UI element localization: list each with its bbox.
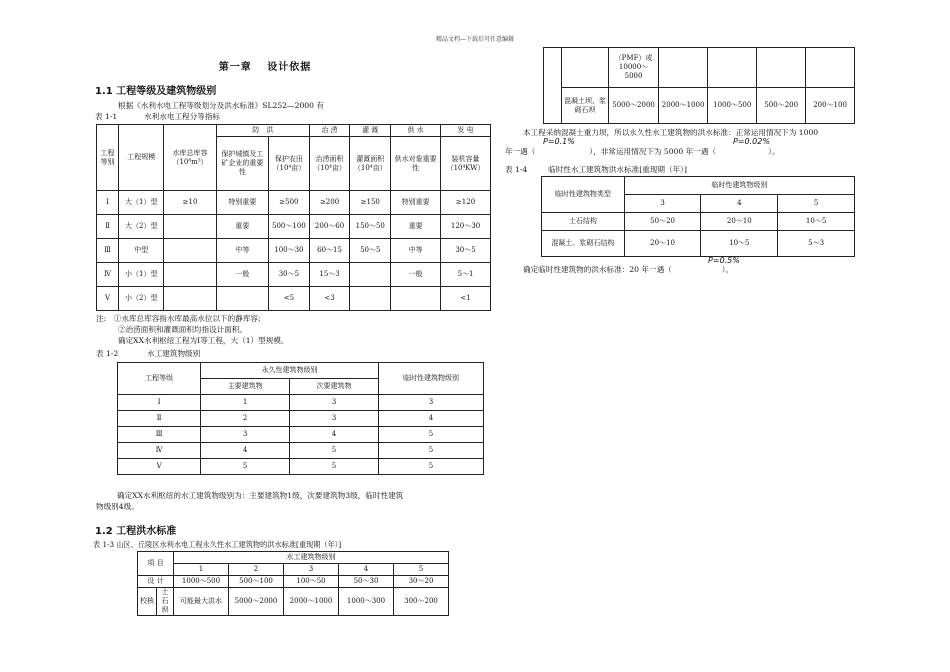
- t1-header-irr-area: 灌溉面积（10⁴亩）: [350, 137, 391, 191]
- cell: [350, 287, 391, 311]
- cell: 中型: [119, 239, 164, 263]
- t3-header-item: 项 目: [138, 552, 174, 576]
- cell: [164, 239, 216, 263]
- cell: Ⅱ: [97, 215, 119, 239]
- cell: Ⅳ: [118, 443, 201, 459]
- table-row: [138, 588, 449, 616]
- cell: 3: [378, 395, 483, 411]
- cell: [164, 287, 216, 311]
- table-row: [542, 213, 855, 231]
- cell: 500～200: [757, 88, 806, 124]
- cell: 20～10: [624, 231, 701, 257]
- t1-header-irrigation: 灌 溉: [350, 125, 391, 137]
- cell: 2000～1000: [659, 88, 708, 124]
- section-1-1-title: 1.1 工程等级及建筑物级别: [95, 86, 217, 97]
- level-cell: 4: [339, 564, 394, 576]
- cell: 60～15: [309, 239, 350, 263]
- cell: 3: [290, 395, 379, 411]
- cell: 3: [290, 411, 379, 427]
- cell: 30～5: [441, 239, 491, 263]
- cell: Ⅱ: [118, 411, 201, 427]
- cell: Ⅲ: [97, 239, 119, 263]
- cell: 5: [378, 427, 483, 443]
- right-paragraph-1: 本工程采纳混凝土重力坝，所以永久性水工建筑物的洪水标准：正常运用情况下为 1000: [523, 128, 819, 137]
- t1-header-flood: 防 洪: [216, 125, 309, 137]
- level-cell: 4: [701, 195, 778, 213]
- cell: 30～5: [269, 263, 310, 287]
- cell: 5～3: [778, 231, 855, 257]
- cell: 100～50: [284, 576, 339, 588]
- table-1-3-continued: [543, 47, 855, 124]
- t1-header-water-object: 供水对象重要性: [391, 137, 441, 191]
- cell: 5: [378, 443, 483, 459]
- cell: [806, 48, 855, 88]
- cell: 4: [378, 411, 483, 427]
- table-1-1: [96, 124, 491, 311]
- cell: 土石坝: [157, 588, 174, 616]
- note-1: 注: ①水库总库容指水库最高水位以下的静库容;: [96, 314, 261, 323]
- cell: [757, 48, 806, 88]
- right-paragraph-2: [523, 264, 733, 275]
- caption-text: 水利水电工程分等指标: [144, 112, 221, 121]
- cell: 5000～2000: [609, 88, 659, 124]
- header-note: 精品文档---下载后可任意编辑: [435, 36, 515, 43]
- table-1-4: [541, 176, 855, 257]
- section-1-2-title: 1.2 工程洪水标准: [95, 526, 177, 537]
- cell: 30～20: [394, 576, 449, 588]
- level-cell: 3: [624, 195, 701, 213]
- cell: 可能最大洪水: [174, 588, 229, 616]
- table-row: [97, 287, 491, 311]
- cell: 150～50: [350, 215, 391, 239]
- cell: [544, 48, 562, 124]
- table-row: [118, 395, 484, 411]
- cell: （PMF）或10000～5000: [609, 48, 659, 88]
- text-span: 年一遇（: [505, 147, 536, 156]
- t1-header-grade: 工程等别: [97, 125, 119, 191]
- cell: Ⅳ: [97, 263, 119, 287]
- cell: ≥500: [269, 191, 310, 215]
- table-row: [542, 231, 855, 257]
- level-cell: 5: [778, 195, 855, 213]
- t2-conclusion-line1: 确定XX水利枢纽的水工建筑物级别为：主要建筑物1级，次要建筑物3级，临时性建筑: [117, 491, 404, 500]
- cell: 200～60: [309, 215, 350, 239]
- cell: 5: [290, 443, 379, 459]
- table-1-3-caption: 表 1-3 山区、丘陵区水利水电工程永久性水工建筑物的洪水标准[重现期（年）]: [93, 540, 342, 549]
- t1-header-drain: 治 涝: [309, 125, 350, 137]
- cell: 1000～500: [708, 88, 757, 124]
- note-conclusion: 确定XX水利枢纽工程为Ⅰ等工程，大（1）型规模。: [118, 336, 289, 345]
- cell: 500～100: [269, 215, 310, 239]
- cell: 5: [201, 459, 290, 475]
- t2-header-permanent: 永久性建筑物级别: [201, 363, 379, 379]
- t2-header-temporary: 临时性建筑物级别: [378, 363, 483, 395]
- t1-header-flood-farm: 保护农田（10⁴亩）: [269, 137, 310, 191]
- caption-text: 临时性水工建筑物洪水标准[重现期（年）]: [548, 165, 687, 174]
- cell: 10～5: [778, 213, 855, 231]
- cell: ≥10: [164, 191, 216, 215]
- table-1-4-caption: [505, 164, 687, 175]
- cell: 大（1）型: [119, 191, 164, 215]
- level-cell: 3: [284, 564, 339, 576]
- table-row: [118, 459, 484, 475]
- level-cell: 5: [394, 564, 449, 576]
- caption-number: 表 1-2: [96, 349, 119, 358]
- caption-text: 水工建筑物级别: [147, 349, 201, 358]
- cell: <5: [269, 287, 310, 311]
- p-extra-value: P=0.02%: [733, 137, 770, 146]
- table-1-2: [117, 362, 484, 475]
- section-1-1-intro: 根据《水利水电工程等级划分及洪水标准》SL252—2000 有: [118, 101, 324, 110]
- cell: 中等: [391, 239, 441, 263]
- cell: 200～100: [806, 88, 855, 124]
- cell: 2000～1000: [284, 588, 339, 616]
- cell: 校核: [138, 588, 157, 616]
- cell: 小（1）型: [119, 263, 164, 287]
- cell: Ⅴ: [97, 287, 119, 311]
- text-span: ），非常运用情况下为 5000 年一遇（: [589, 147, 717, 156]
- cell: [164, 263, 216, 287]
- cell: 10～5: [701, 231, 778, 257]
- cell: ≥120: [441, 191, 491, 215]
- table-row: [118, 427, 484, 443]
- cell: 小（2）型: [119, 287, 164, 311]
- cell: Ⅰ: [97, 191, 119, 215]
- cell: 混凝土坝、浆砌石坝: [562, 88, 609, 124]
- cell: Ⅴ: [118, 459, 201, 475]
- table-1-1-caption: [95, 111, 220, 122]
- cell: 特别重要: [216, 191, 268, 215]
- level-cell: 1: [174, 564, 229, 576]
- cell: Ⅲ: [118, 427, 201, 443]
- note-2: ②治涝面积和灌溉面积均指设计面积。: [118, 325, 248, 334]
- t1-header-capacity: 水库总库容（10⁸m³）: [164, 125, 216, 191]
- table-row: [97, 215, 491, 239]
- table-row: [138, 576, 449, 588]
- t1-header-power-capacity: 装机容量（10⁴KW）: [441, 137, 491, 191]
- cell: [350, 263, 391, 287]
- caption-number: 表 1-4: [505, 165, 528, 174]
- cell: 5～1: [441, 263, 491, 287]
- cell: 1000～300: [339, 588, 394, 616]
- table-row: [544, 48, 855, 88]
- cell: [391, 287, 441, 311]
- cell: 5000～2000: [229, 588, 284, 616]
- cell: [708, 48, 757, 88]
- cell: 50～5: [350, 239, 391, 263]
- cell: 中等: [216, 239, 268, 263]
- cell: 土石结构: [542, 213, 625, 231]
- cell: [659, 48, 708, 88]
- cell: 大（2）型: [119, 215, 164, 239]
- cell: 20～10: [701, 213, 778, 231]
- cell: 重要: [391, 215, 441, 239]
- table-row: [97, 191, 491, 215]
- cell: Ⅰ: [118, 395, 201, 411]
- caption-number: 表 1-1: [95, 112, 118, 121]
- t1-header-water: 供 水: [391, 125, 441, 137]
- p-normal-value: P=0.1%: [543, 137, 575, 146]
- text-span: 确定临时性建筑物的洪水标准：20 年一遇（: [523, 265, 672, 274]
- cell: 2: [201, 411, 290, 427]
- cell: 500～100: [229, 576, 284, 588]
- cell: 3: [201, 427, 290, 443]
- text-span: ）。: [721, 265, 734, 274]
- table-row: [118, 411, 484, 427]
- cell: 一般: [391, 263, 441, 287]
- text-span: ）。: [768, 147, 780, 156]
- cell: 特别重要: [391, 191, 441, 215]
- chapter-title: 第一章 设计依据: [218, 62, 312, 73]
- t2-conclusion-line2: 物级别4级。: [96, 502, 139, 511]
- table-row: [118, 443, 484, 459]
- table-row: [97, 239, 491, 263]
- cell: 120～30: [441, 215, 491, 239]
- cell: 1: [201, 395, 290, 411]
- table-row: [97, 263, 491, 287]
- cell: [216, 287, 268, 311]
- t1-header-flood-city: 保护城镇及工矿企业的重要性: [216, 137, 268, 191]
- cell: 15～3: [309, 263, 350, 287]
- cell: ≥150: [350, 191, 391, 215]
- t4-header-level: 临时性建筑物级别: [624, 177, 854, 195]
- t2-header-secondary: 次要建筑物: [290, 379, 379, 395]
- t4-header-type: 临时性建筑物类型: [542, 177, 625, 213]
- cell: 重要: [216, 215, 268, 239]
- t2-header-grade: 工程等级: [118, 363, 201, 395]
- cell: [164, 215, 216, 239]
- t3-header-level: 水工建筑物级别: [174, 552, 449, 564]
- cell: 1000～500: [174, 576, 229, 588]
- table-1-3: [137, 551, 449, 616]
- t2-header-main: 主要建筑物: [201, 379, 290, 395]
- cell: 300～200: [394, 588, 449, 616]
- cell: 设 计: [138, 576, 174, 588]
- cell: 一般: [216, 263, 268, 287]
- cell: [562, 48, 609, 88]
- table-row: [544, 88, 855, 124]
- cell: ≥200: [309, 191, 350, 215]
- cell: 5: [290, 459, 379, 475]
- cell: 混凝土、浆砌石结构: [542, 231, 625, 257]
- cell: 4: [201, 443, 290, 459]
- t1-header-power: 发 电: [441, 125, 491, 137]
- cell: <3: [309, 287, 350, 311]
- table-1-2-caption: [96, 348, 200, 359]
- cell: 4: [290, 427, 379, 443]
- right-paragraph-1b: [505, 146, 779, 157]
- cell: 100～30: [269, 239, 310, 263]
- cell: <1: [441, 287, 491, 311]
- p-temp-value: P=0.5%: [708, 256, 740, 265]
- cell: 50～30: [339, 576, 394, 588]
- level-cell: 2: [229, 564, 284, 576]
- t1-header-scale: 工程规模: [119, 125, 164, 191]
- t1-header-drain-area: 治涝面积（10⁴亩）: [309, 137, 350, 191]
- cell: 5: [378, 459, 483, 475]
- cell: 50～20: [624, 213, 701, 231]
